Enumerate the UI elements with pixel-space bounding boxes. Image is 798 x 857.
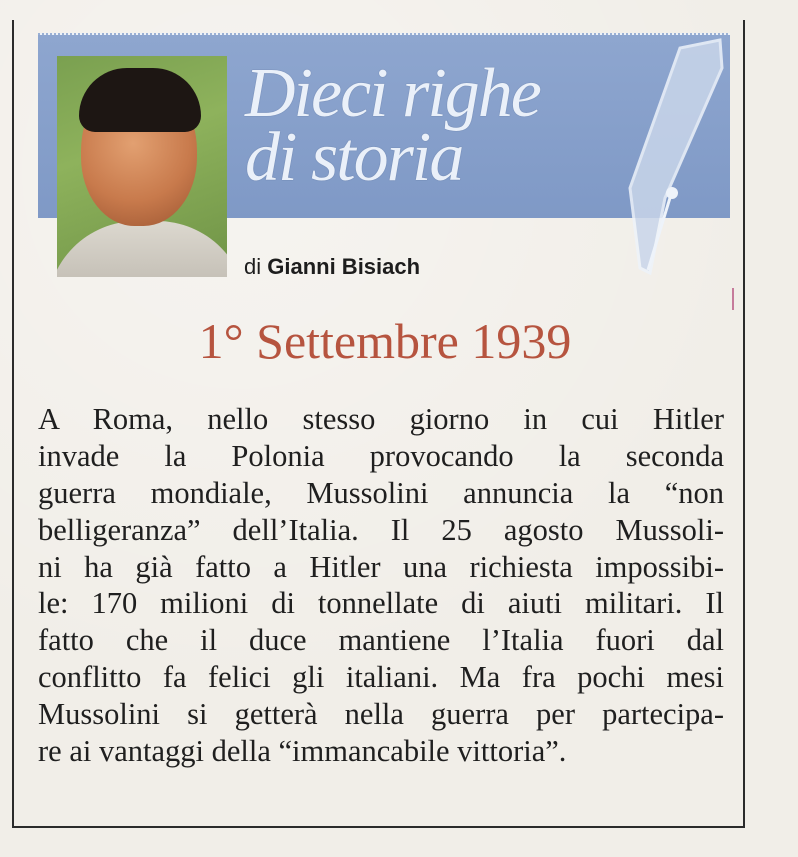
author-photo [57,56,227,277]
byline [244,254,420,280]
body-line: Mussolini si getterà nella guerra per partecipa- [38,697,724,732]
body-line: invade la Polonia provocando la seconda [38,438,724,473]
author-name: Gianni Bisiach [267,254,421,279]
body-line: fatto che il duce mantiene l’Italia fuori dal [38,623,724,658]
date-heading: 1° Settembre 1939 [198,313,572,369]
column-title [245,55,665,196]
fountain-pen-icon [610,38,730,283]
article-body [38,401,724,770]
body-line: A Roma, nello stesso giorno in cui Hitler [38,402,724,436]
body-line: conflitto fa felici gli italiani. Ma fra pochi mesi [38,660,724,695]
body-line: le: 170 milioni di tonnellate di aiuti militari. Il [38,586,724,621]
body-line: ni ha già fatto a Hitler una richiesta impossibi- [38,549,724,584]
body-line: guerra mondiale, Mussolini annuncia la “non [38,475,724,510]
column-title-line2: di storia [245,119,463,196]
print-mark [732,288,734,310]
column-title-line1: Dieci righe [245,55,540,132]
body-line: belligeranza” dell’Italia. Il 25 agosto Mussoli- [38,512,724,547]
body-line: re ai vantaggi della “immancabile vittoria”. [38,734,567,769]
byline-prefix: di [244,254,262,279]
